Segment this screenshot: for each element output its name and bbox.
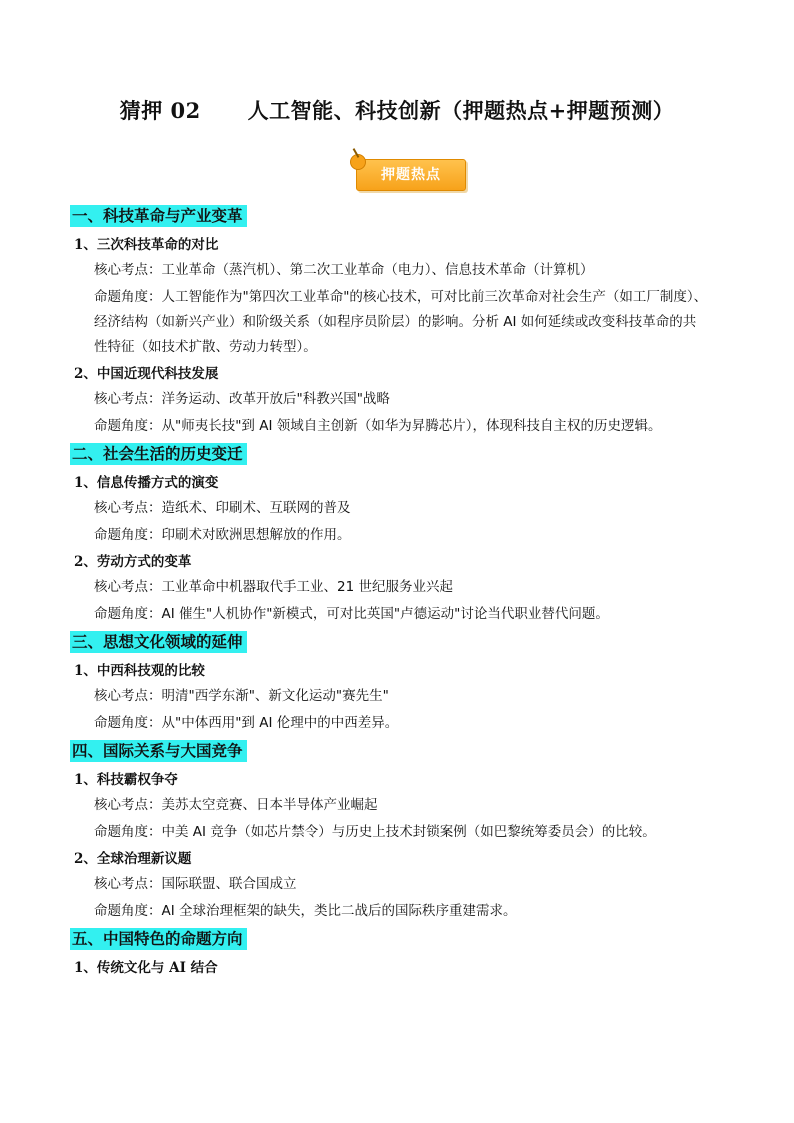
section: [70, 631, 730, 733]
subsection-heading: 1、传统文化与 AI 结合: [74, 960, 218, 976]
paragraph-line: 核心考点：国际联盟、联合国成立: [94, 876, 297, 892]
paragraph-line: 命题角度：从"中体西用"到 AI 伦理中的中西差异。: [94, 715, 399, 731]
subsection-heading: 2、劳动方式的变革: [74, 554, 192, 570]
paragraph-line: 核心考点：明清"西学东渐"、新文化运动"赛先生": [94, 688, 389, 704]
subsection-heading: 1、信息传播方式的演变: [74, 475, 219, 491]
paragraph-line: 命题角度：人工智能作为"第四次工业革命"的核心技术，可对比前三次革命对社会生产（如工厂制度）、: [94, 289, 708, 305]
subsection-heading: 1、三次科技革命的对比: [74, 237, 219, 253]
subsection-heading: 1、科技霸权争夺: [74, 772, 178, 788]
paragraph-line: 命题角度：AI 催生"人机协作"新模式，可对比英国"卢德运动"讨论当代职业替代问题。: [94, 606, 609, 622]
paragraph-line: 命题角度：从"师夷长技"到 AI 领域自主创新（如华为昇腾芯片），体现科技自主权的历史逻辑。: [94, 418, 662, 434]
section-heading: 一、科技革命与产业变革: [70, 205, 247, 227]
paragraph-line: 命题角度：AI 全球治理框架的缺失，类比二战后的国际秩序重建需求。: [94, 903, 517, 919]
paragraph-line: 命题角度：中美 AI 竞争（如芯片禁令）与历史上技术封锁案例（如巴黎统筹委员会）的比较。: [94, 824, 656, 840]
badge-box: [356, 159, 466, 191]
subsection-heading: 2、全球治理新议题: [74, 851, 192, 867]
paragraph-line: 核心考点：造纸术、印刷术、互联网的普及: [94, 500, 351, 516]
section-heading: 二、社会生活的历史变迁: [70, 443, 247, 465]
section: [70, 740, 730, 921]
section-heading: 四、国际关系与大国竞争: [70, 740, 247, 762]
document-body: [70, 205, 730, 983]
badge-label: 押题热点: [381, 167, 441, 183]
section: [70, 928, 730, 978]
paragraph-line: 核心考点：工业革命（蒸汽机）、第二次工业革命（电力）、信息技术革命（计算机）: [94, 262, 594, 278]
paragraph-line: 核心考点：洋务运动、改革开放后"科教兴国"战略: [94, 391, 390, 407]
section-heading: 五、中国特色的命题方向: [70, 928, 247, 950]
hot-topics-badge: [354, 157, 468, 193]
paragraph-line: 经济结构（如新兴产业）和阶级关系（如程序员阶层）的影响。分析 AI 如何延续或改变科技革命的共: [94, 314, 697, 330]
paragraph-line: 核心考点：工业革命中机器取代手工业、21 世纪服务业兴起: [94, 579, 453, 595]
subsection-heading: 2、中国近现代科技发展: [74, 366, 219, 382]
section-heading: 三、思想文化领域的延伸: [70, 631, 247, 653]
section: [70, 205, 730, 436]
subsection-heading: 1、中西科技观的比较: [74, 663, 205, 679]
paragraph-line: 核心考点：美苏太空竞赛、日本半导体产业崛起: [94, 797, 378, 813]
paragraph-line: 命题角度：印刷术对欧洲思想解放的作用。: [94, 527, 351, 543]
paragraph-line: 性特征（如技术扩散、劳动力转型）。: [94, 339, 317, 355]
page-title: 猜押 02 人工智能、科技创新（押题热点+押题预测）: [119, 98, 675, 123]
pin-icon: [350, 154, 366, 170]
section: [70, 443, 730, 624]
